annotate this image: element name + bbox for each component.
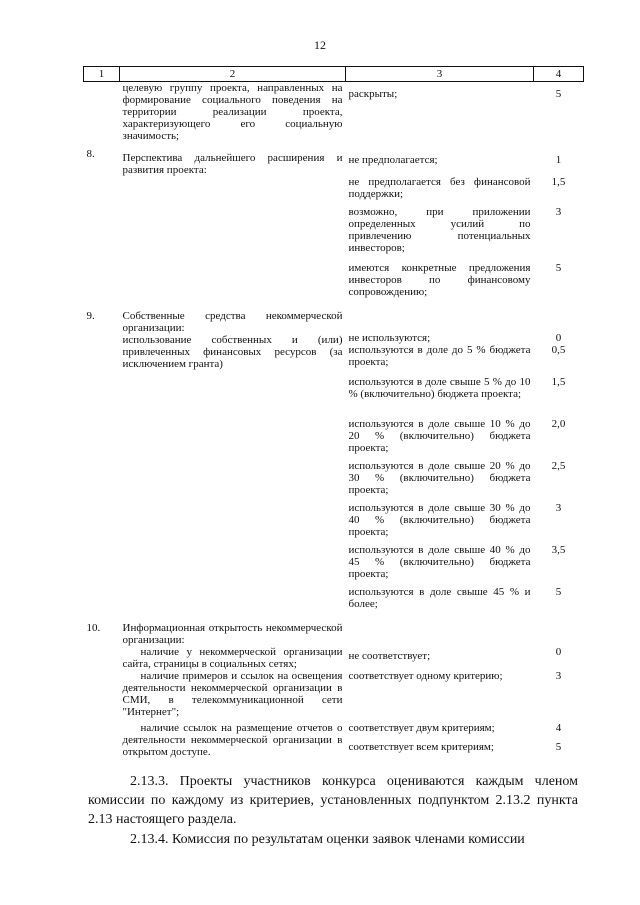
criterion-subdescription: наличие ссылок на размещение отчетов о деятельности некоммерческой организации в открытом доступе.: [122, 721, 343, 758]
column-header: 3: [346, 67, 534, 82]
criterion-condition: раскрыты;: [348, 88, 398, 100]
criteria-table: [83, 66, 584, 758]
criterion-score: 1,5: [551, 175, 566, 188]
criterion-description: Перспектива дальнейшего расширения и развития проекта:: [122, 151, 343, 176]
criterion-condition: не соответствует;: [348, 649, 431, 662]
criterion-score: 3,5: [551, 543, 566, 556]
criterion-score: 3: [555, 669, 562, 682]
criterion-condition: используются в доле свыше 40 % до 45 % (включительно) бюджета проекта;: [348, 543, 531, 580]
criterion-score: 2,5: [551, 459, 566, 472]
column-header: 2: [120, 67, 346, 82]
criterion-condition: возможно, при приложении определенных усилий по привлечению потенциальных инвесторов;: [348, 205, 531, 254]
paragraph-2-13-4: 2.13.4. Комиссия по результатам оценки заявок членами комиссии: [130, 832, 525, 847]
criterion-condition: имеются конкретные предложения инвесторов по финансовому сопровождению;: [348, 261, 531, 298]
criterion-condition: используются в доле свыше 45 % и более;: [348, 585, 531, 610]
criterion-score: 3: [555, 501, 562, 514]
criterion-condition: не предполагается;: [348, 153, 438, 166]
criterion-subdescription: использование собственных и (или) привлеченных финансовых ресурсов (за исключением гранта): [122, 333, 343, 370]
criterion-description: Информационная открытость некоммерческой организации:: [122, 621, 343, 646]
criterion-condition: соответствует всем критериям;: [348, 740, 494, 753]
criterion-score: 1,5: [551, 375, 566, 388]
criterion-score: 0: [555, 331, 562, 344]
page-number: 12: [314, 38, 326, 52]
column-header: 1: [84, 67, 120, 82]
criterion-condition: используются в доле до 5 % бюджета проекта;: [348, 343, 531, 368]
criterion-score: 4: [555, 721, 562, 734]
criterion-subdescription: наличие примеров и ссылок на освещения деятельности некоммерческой организации в СМИ, в телекоммуникационной сети "Интернет";: [122, 669, 343, 718]
criterion-description: Собственные средства некоммерческой организации:: [122, 309, 343, 334]
table-row: [84, 670, 584, 722]
criterion-score: 5: [555, 261, 562, 274]
criterion-score: 0,5: [551, 343, 566, 356]
criterion-number: 8.: [86, 147, 95, 160]
criterion-subdescription: наличие у некоммерческой организации сайта, страницы в социальных сетях;: [122, 645, 343, 670]
criterion-score: 5: [555, 88, 562, 100]
criterion-description: целевую группу проекта, направленных на формирование социального поведения на территории реализации проекта, характеризующего его социальную значимость;: [122, 82, 343, 142]
table-row: [84, 722, 584, 741]
paragraph-2-13-3: 2.13.3. Проекты участников конкурса оцениваются каждым членом комиссии по каждому из критериев, установленных подпунктом 2.13.2 пункта 2.13 настоящего раздела.: [88, 774, 578, 827]
table-row: [84, 308, 584, 344]
criterion-condition: соответствует двум критериям;: [348, 721, 495, 734]
table-row: [84, 616, 584, 670]
criterion-condition: соответствует одному критерию;: [348, 669, 503, 682]
criterion-condition: не используются;: [348, 331, 431, 344]
criterion-score: 2,0: [551, 417, 566, 430]
criterion-score: 5: [555, 740, 562, 753]
criterion-score: 1: [555, 153, 562, 166]
criterion-condition: используются в доле свыше 30 % до 40 % (включительно) бюджета проекта;: [348, 501, 531, 538]
table-row: [84, 82, 584, 148]
column-header: 4: [534, 67, 584, 82]
criterion-condition: не предполагается без финансовой поддержки;: [348, 175, 531, 200]
criterion-number: 9.: [86, 309, 95, 322]
criterion-number: 10.: [86, 621, 101, 634]
table-header-row: [84, 67, 584, 82]
criterion-condition: используются в доле свыше 20 % до 30 % (включительно) бюджета проекта;: [348, 459, 531, 496]
criterion-condition: используются в доле свыше 10 % до 20 % (включительно) бюджета проекта;: [348, 417, 531, 454]
criterion-score: 0: [555, 645, 562, 658]
criterion-score: 3: [555, 205, 562, 218]
criterion-score: 5: [555, 585, 562, 598]
criterion-condition: используются в доле свыше 5 % до 10 % (включительно) бюджета проекта;: [348, 375, 531, 400]
table-row: [84, 148, 584, 176]
